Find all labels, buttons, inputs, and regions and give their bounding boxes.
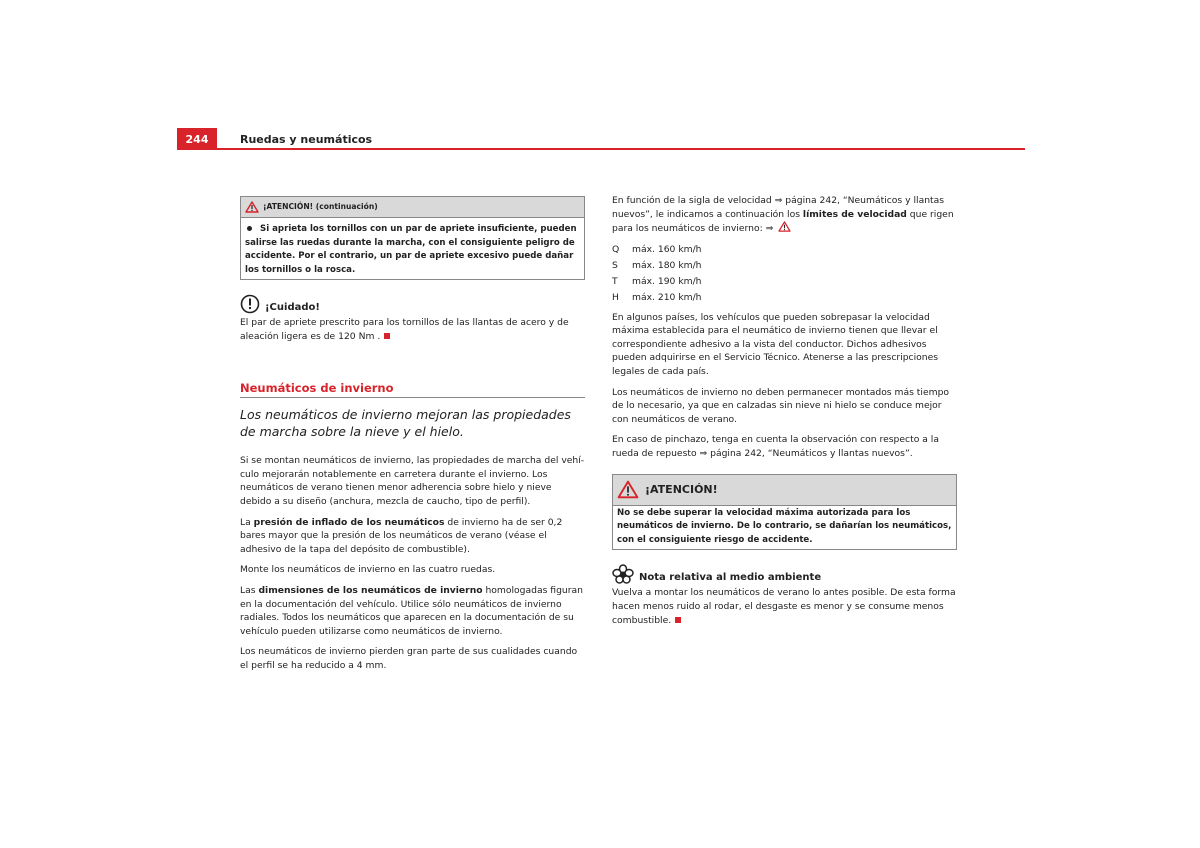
caution-title: ¡Cuidado! <box>265 301 320 313</box>
speed-row: Q máx. 160 km/h <box>612 243 702 255</box>
warning-box <box>612 474 957 551</box>
paragraph: En algunos países, los vehículos que pueden sobrepasar la velocidad máxima establecida para el neumático de invierno tienen que llevar el correspondiente adhesivo a la vista del conductor. Dichos adhesivos pueden adquirirse en el Servicio Técnico. Atenerse a las prescripciones legales de cada país. <box>612 311 939 378</box>
caution-note <box>240 294 585 343</box>
right-column <box>612 194 957 634</box>
paragraph-speed-limits: En función de la sigla de velocidad ⇒ página 242, “Neumáticos y llantas nuevos”, le indicamos a continuación los límites de velocidad que rigen para los neumáticos de invierno: ⇒ <box>612 195 954 235</box>
paragraph: Los neumáticos de invierno no deben permanecer montados más tiempo de lo necesario, ya que en calzadas sin nieve ni hielo se conduce mejor con neumáticos de verano. <box>612 386 950 425</box>
end-square-icon <box>675 617 681 623</box>
environment-text: Vuelva a montar los neumáticos de verano lo antes posible. De esta forma hacen menos ruido al rodar, el desgaste es menor y se consume menos combustible. <box>612 587 956 626</box>
section-title: Neumáticos de invierno <box>240 382 585 399</box>
paragraph: Monte los neumáticos de invierno en las cuatro ruedas. <box>240 564 496 576</box>
speed-row: S máx. 180 km/h <box>612 259 702 271</box>
bold-term: límites de velocidad <box>802 208 907 220</box>
warning-continued-box <box>240 196 585 280</box>
end-square-icon <box>384 333 390 339</box>
header-rule <box>177 148 1025 150</box>
warning-header <box>613 475 956 506</box>
paragraph-dimensions: Las dimensiones de los neumáticos de invierno homologadas figuran en la documentación del vehículo. Utilice sólo neumáticos de invierno radiales. Todos los neumáticos que aparecen en la documentación de su vehículo pueden utilizarse como neumáticos de invierno. <box>240 584 583 637</box>
warning-continued-header <box>241 197 584 218</box>
caution-text: El par de apriete prescrito para los tornillos de las llantas de acero y de aleación ligera es de 120 Nm . <box>240 317 569 342</box>
warning-triangle-icon <box>617 480 639 499</box>
bold-term: presión de inflado de los neumáticos <box>253 516 445 528</box>
paragraph: Los neumáticos de invierno pierden gran parte de sus cualidades cuando el perfil se ha reducido a 4 mm. <box>240 646 578 671</box>
running-header: Ruedas y neumáticos <box>240 133 373 146</box>
speed-list <box>612 243 957 305</box>
paragraph: Si se montan neumáticos de invierno, las propiedades de marcha del vehículo mejorarán notablemente en carretera durante el invierno. Los neumáticos de verano tienen menor adherencia sobre hielo y nieve debido a su diseño (anchura, mezcla de caucho, tipo de perfil). <box>240 455 585 507</box>
caution-header <box>240 294 585 314</box>
warning-continued-text: Si aprieta los tornillos con un par de apriete insuficiente, pueden salirse las ruedas durante la marcha, con el consiguiente peligro de accidente. Por el contrario, un par de apriete excesivo puede dañar los tornillos o la rosca. <box>245 224 577 275</box>
environment-header <box>612 564 957 584</box>
warning-continued-body <box>241 218 584 279</box>
caution-exclamation-icon <box>240 294 260 314</box>
page-number: 244 <box>177 128 217 150</box>
left-column <box>240 196 585 679</box>
environment-note <box>612 564 957 627</box>
environment-title: Nota relativa al medio ambiente <box>639 571 822 583</box>
paragraph-inflation: La presión de inflado de los neumáticos de invierno ha de ser 0,2 bares mayor que la presión de los neumáticos de verano (véase el adhesivo de la tapa del depósito de combustible). <box>240 516 563 555</box>
warning-triangle-icon <box>778 221 791 232</box>
warning-continued-title: ¡ATENCIÓN! (continuación) <box>263 202 378 212</box>
bullet-icon <box>247 226 252 231</box>
warning-triangle-icon <box>245 201 259 213</box>
speed-row: T máx. 190 km/h <box>612 275 702 287</box>
paragraph: En caso de pinchazo, tenga en cuenta la observación con respecto a la rueda de repuesto ⇒ página 242, “Neumáticos y llantas nuevos”. <box>612 434 939 459</box>
warning-text: No se debe superar la velocidad máxima autorizada para los neumáticos de invierno. De lo contrario, se dañarían los neumáticos, con el consiguiente riesgo de accidente. <box>617 507 952 545</box>
section-lead: Los neumáticos de invierno mejoran las propiedades de marcha sobre la nieve y el hielo. <box>240 407 571 440</box>
bold-term: dimensiones de los neumáticos de invierno <box>258 584 483 596</box>
speed-row: H máx. 210 km/h <box>612 292 702 304</box>
flower-icon <box>612 564 634 584</box>
warning-title: ¡ATENCIÓN! <box>645 482 718 496</box>
